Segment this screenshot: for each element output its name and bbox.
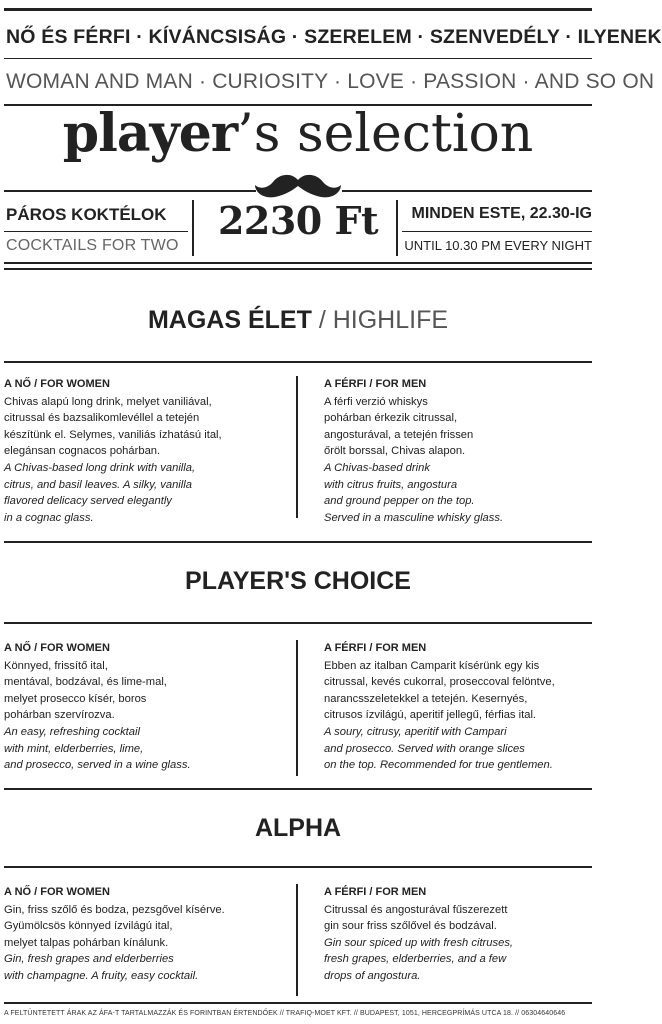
- desc-line: with citrus fruits, angostura: [324, 478, 458, 491]
- divider: [396, 200, 398, 256]
- desc-line: Gin, friss szőlő és bodza, pezsgővel kísérve.: [4, 903, 225, 916]
- column-divider: [296, 376, 298, 518]
- women-desc-en: [4, 460, 274, 526]
- desc-line: Ebben az italban Camparit kísérünk egy kis: [324, 659, 540, 672]
- section-rule: [4, 622, 592, 624]
- section-rule: [4, 788, 592, 790]
- men-column: [324, 640, 594, 774]
- men-desc-hu: [324, 902, 594, 935]
- desc-line: pohárban érkezik citrussal,: [324, 412, 458, 425]
- desc-line: A soury, citrusy, aperitif with Campari: [324, 725, 507, 738]
- women-desc-en: [4, 951, 274, 984]
- desc-line: Chivas alapú long drink, melyet vaniliával,: [4, 395, 212, 408]
- desc-line: flavored delicacy served elegantly: [4, 495, 172, 508]
- men-desc-hu: [324, 658, 594, 724]
- desc-line: fresh grapes, elderberries, and a few: [324, 953, 507, 966]
- desc-line: elegánsan cognacos pohárban.: [4, 445, 161, 458]
- price: 2230 Ft: [217, 198, 379, 243]
- men-desc-en: [324, 724, 594, 774]
- tagline-en: WOMAN AND MAN · CURIOSITY · LOVE · PASSION · AND SO ON: [6, 70, 655, 93]
- cocktails-for-two-hu: PÁROS KOKTÉLOK: [6, 205, 167, 224]
- desc-line: A Chivas-based drink: [324, 461, 430, 474]
- men-column: [324, 884, 594, 985]
- desc-line: and prosecco, served in a wine glass.: [4, 759, 191, 772]
- footer-note: A FELTÜNTETETT ÁRAK AZ ÁFA-T TARTALMAZZÁK ÉS FORINTBAN ÉRTENDŐEK // TRAFIQ-MOET KFT. // BUDAPEST, 1051, HERCEGPRÍMÁS UTCA 18. // 06304640646: [4, 1010, 566, 1017]
- desc-line: őrölt borssal, Chivas alapon.: [324, 445, 466, 458]
- mustache-icon: [253, 172, 343, 200]
- divider: [192, 200, 194, 256]
- women-label: A NŐ / FOR WOMEN: [4, 378, 110, 390]
- women-desc-hu: [4, 394, 274, 460]
- desc-line: narancsszeletekkel a tetején. Kesernyés,: [324, 692, 528, 705]
- section-title: [0, 567, 596, 596]
- men-desc-hu: [324, 394, 594, 460]
- title-bold: player: [62, 103, 238, 164]
- title-light: ’s selection: [237, 104, 534, 164]
- section-title-hu: ALPHA: [254, 814, 342, 842]
- men-label: A FÉRFI / FOR MEN: [324, 886, 427, 898]
- women-desc-hu: [4, 658, 274, 724]
- desc-line: on the top. Recommended for true gentlemen.: [324, 759, 553, 772]
- section-title-hu: PLAYER'S CHOICE: [185, 567, 411, 595]
- column-divider: [296, 640, 298, 776]
- rule: [4, 268, 592, 270]
- rule: [4, 262, 592, 264]
- rule-right: [342, 190, 592, 192]
- desc-line: angosturával, a tetején frissen: [324, 428, 474, 441]
- desc-line: Könnyed, frissítő ital,: [4, 659, 108, 672]
- men-label: A FÉRFI / FOR MEN: [324, 642, 427, 654]
- section-title-en: HIGHLIFE: [332, 306, 449, 334]
- section-rule: [4, 361, 592, 363]
- men-label: A FÉRFI / FOR MEN: [324, 378, 427, 390]
- women-column: [4, 884, 274, 985]
- rule: [402, 231, 592, 232]
- desc-line: mentával, bodzával, és lime-mal,: [4, 676, 167, 689]
- rule: [4, 231, 188, 232]
- women-label: A NŐ / FOR WOMEN: [4, 642, 110, 654]
- desc-line: with champagne. A fruity, easy cocktail.: [4, 969, 199, 982]
- desc-line: Gin sour spiced up with fresh citruses,: [324, 936, 514, 949]
- desc-line: drops of angostura.: [324, 969, 421, 982]
- footer-rule: [4, 1002, 592, 1004]
- schedule-en: UNTIL 10.30 PM EVERY NIGHT: [404, 238, 592, 253]
- women-label: A NŐ / FOR WOMEN: [4, 886, 110, 898]
- men-desc-en: [324, 460, 594, 526]
- desc-line: gin sour friss szőlővel és bodzával.: [324, 920, 497, 933]
- desc-line: Served in a masculine whisky glass.: [324, 511, 504, 524]
- section-title: [0, 814, 596, 843]
- women-desc-en: [4, 724, 274, 774]
- schedule-hu: MINDEN ESTE, 22.30-IG: [411, 205, 592, 222]
- desc-line: pohárban szervírozva.: [4, 709, 115, 722]
- desc-line: melyet talpas pohárban kínálunk.: [4, 936, 169, 949]
- rule-left: [4, 190, 256, 192]
- desc-line: and prosecco. Served with orange slices: [324, 742, 525, 755]
- section-title: [0, 306, 596, 335]
- desc-line: citrus, and basil leaves. A silky, vanilla: [4, 478, 192, 491]
- tagline-hu: NŐ ÉS FÉRFI · KÍVÁNCSISÁG · SZERELEM · SZENVEDÉLY · ILYENEK: [6, 26, 662, 48]
- desc-line: A Chivas-based long drink with vanilla,: [4, 461, 196, 474]
- desc-line: A férfi verzió whiskys: [324, 395, 428, 408]
- section-rule: [4, 866, 592, 868]
- page-title: [6, 102, 590, 166]
- desc-line: Citrussal és angosturával fűszerezett: [324, 903, 508, 916]
- desc-line: citrussal, kevés cukorral, proseccoval felöntve,: [324, 676, 555, 689]
- column-divider: [296, 884, 298, 996]
- men-desc-en: [324, 935, 594, 985]
- men-column: [324, 376, 594, 526]
- desc-line: Gyümölcsös könnyed ízvilágú ital,: [4, 920, 173, 933]
- desc-line: An easy, refreshing cocktail: [4, 725, 140, 738]
- desc-line: citrussal és bazsalikomlevéllel a tetején: [4, 412, 200, 425]
- top-rule: [4, 8, 592, 11]
- desc-line: citrusos ízvilágú, aperitif jellegű, férfias ital.: [324, 709, 537, 722]
- section-title-hu: MAGAS ÉLET: [147, 306, 312, 334]
- women-desc-hu: [4, 902, 274, 952]
- desc-line: melyet prosecco kísér, boros: [4, 692, 147, 705]
- desc-line: in a cognac glass.: [4, 511, 94, 524]
- rule: [4, 58, 592, 59]
- section-rule: [4, 541, 592, 543]
- desc-line: Gin, fresh grapes and elderberries: [4, 953, 174, 966]
- section-title-separator: /: [318, 306, 326, 334]
- women-column: [4, 640, 274, 774]
- desc-line: készítünk el. Selymes, vaniliás ízhatású ital,: [4, 428, 222, 441]
- desc-line: with mint, elderberries, lime,: [4, 742, 144, 755]
- cocktails-for-two-en: COCKTAILS FOR TWO: [6, 237, 179, 254]
- women-column: [4, 376, 274, 526]
- desc-line: and ground pepper on the top.: [324, 495, 475, 508]
